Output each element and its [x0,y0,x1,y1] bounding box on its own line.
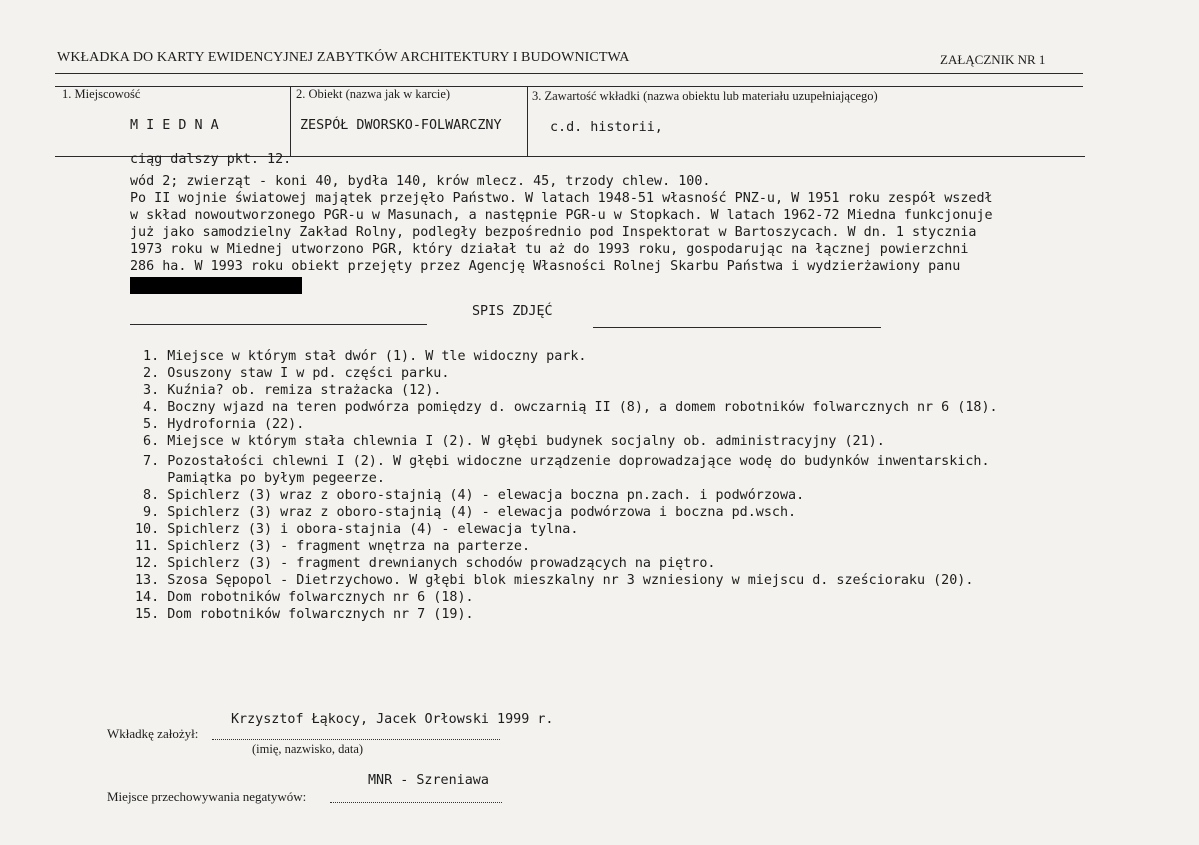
photo-list-item: 4. Boczny wjazd na teren podwórza pomiędzy d. owczarnią II (8), a domem robotników folwarcznych nr 6 (18). [135,400,998,415]
body-line: Po II wojnie światowej majątek przejęło Państwo. W latach 1948-51 własność PNZ-u, W 1951 roku zespół wszedł [130,191,993,206]
photo-list-item: 13. Szosa Sępopol - Dietrzychowo. W głębi blok mieszkalny nr 3 wzniesiony w miejscu d. sześcioraku (20). [135,573,974,588]
locality-label: 1. Miejscowość [62,87,141,101]
photo-list-item: Pamiątka po byłym pegeerze. [135,471,385,486]
photo-list-item: 6. Miejsce w którym stała chlewnia I (2). W głębi budynek socjalny ob. administracyjny (21). [135,434,885,449]
author-dotted-line [212,739,500,740]
heading-rule-right [593,327,881,328]
locality-value: M I E D N A [130,118,219,133]
object-value: ZESPÓŁ DWORSKO-FOLWARCZNY [300,118,502,133]
body-line: wód 2; zwierząt - koni 40, bydła 140, krów mlecz. 45, trzody chlew. 100. [130,174,711,189]
column-divider-2 [527,86,528,156]
photo-list-item: 12. Spichlerz (3) - fragment drewnianych schodów prowadzących na piętro. [135,556,716,571]
photo-list-item: 5. Hydrofornia (22). [135,417,305,432]
negatives-dotted-line [330,802,502,803]
body-line: już jako samodzielny Zakład Rolny, podległy bezpośrednio pod Inspektorat w Bartoszycach. W dn. 1 stycznia [130,225,977,240]
photo-list-item: 2. Osuszony staw I w pd. części parku. [135,366,450,381]
photo-list-item: 11. Spichlerz (3) - fragment wnętrza na parterze. [135,539,531,554]
photo-list-item: 7. Pozostałości chlewni I (2). W głębi widoczne urządzenie doprowadzające wodę do budynków inwentarskich. [135,454,990,469]
photo-list-item: 8. Spichlerz (3) wraz z oboro-stajnią (4) - elewacja boczna pn.zach. i podwórzowa. [135,488,805,503]
photo-list-item: 9. Spichlerz (3) wraz z oboro-stajnią (4) - elewacja podwórzowa i boczna pd.wsch. [135,505,797,520]
photo-list-item: 10. Spichlerz (3) i obora-stajnia (4) - elewacja tylna. [135,522,579,537]
photo-list-item: 3. Kuźnia? ob. remiza strażacka (12). [135,383,442,398]
photo-list-item: 1. Miejsce w którym stał dwór (1). W tle widoczny park. [135,349,587,364]
header-rule [55,73,1083,74]
redaction-block [130,277,302,294]
contents-label: 3. Zawartość wkładki (nazwa obiektu lub materiału uzupełniającego) [532,89,878,103]
heading-rule-left [130,324,427,325]
contents-value: c.d. historii, [550,120,663,135]
body-line: 286 ha. W 1993 roku obiekt przejęty przez Agencję Własności Rolnej Skarbu Państwa i wydzierżawiony panu [130,259,961,274]
body-line: 1973 roku w Miednej utworzono PGR, który działał tu aż do 1993 roku, gospodarując na łącznej powierzchni [130,242,969,257]
body-line: w skład nowoutworzonego PGR-u w Masunach, a następnie PGR-u w Stopkach. W latach 1962-72 Miedna funkcjonuje [130,208,993,223]
negatives-value: MNR - Szreniawa [368,773,489,788]
table-top-rule [55,86,1083,87]
photo-list-item: 14. Dom robotników folwarcznych nr 6 (18). [135,590,474,605]
object-label: 2. Obiekt (nazwa jak w karcie) [296,87,451,101]
author-label: Wkładkę założył: [107,726,199,741]
author-value: Krzysztof Łąkocy, Jacek Orłowski 1999 r. [231,712,554,727]
body-line: ciąg dalszy pkt. 12. [130,152,292,167]
column-divider-1 [290,86,291,156]
photo-list-heading: SPIS ZDJĘĆ [472,304,553,319]
negatives-label: Miejsce przechowywania negatywów: [107,789,307,804]
annex-number: ZAŁĄCZNIK NR 1 [940,52,1046,67]
photo-list-item: 15. Dom robotników folwarcznych nr 7 (19). [135,607,474,622]
author-hint: (imię, nazwisko, data) [252,742,364,756]
form-title: WKŁADKA DO KARTY EWIDENCYJNEJ ZABYTKÓW ARCHITEKTURY I BUDOWNICTWA [57,50,630,65]
